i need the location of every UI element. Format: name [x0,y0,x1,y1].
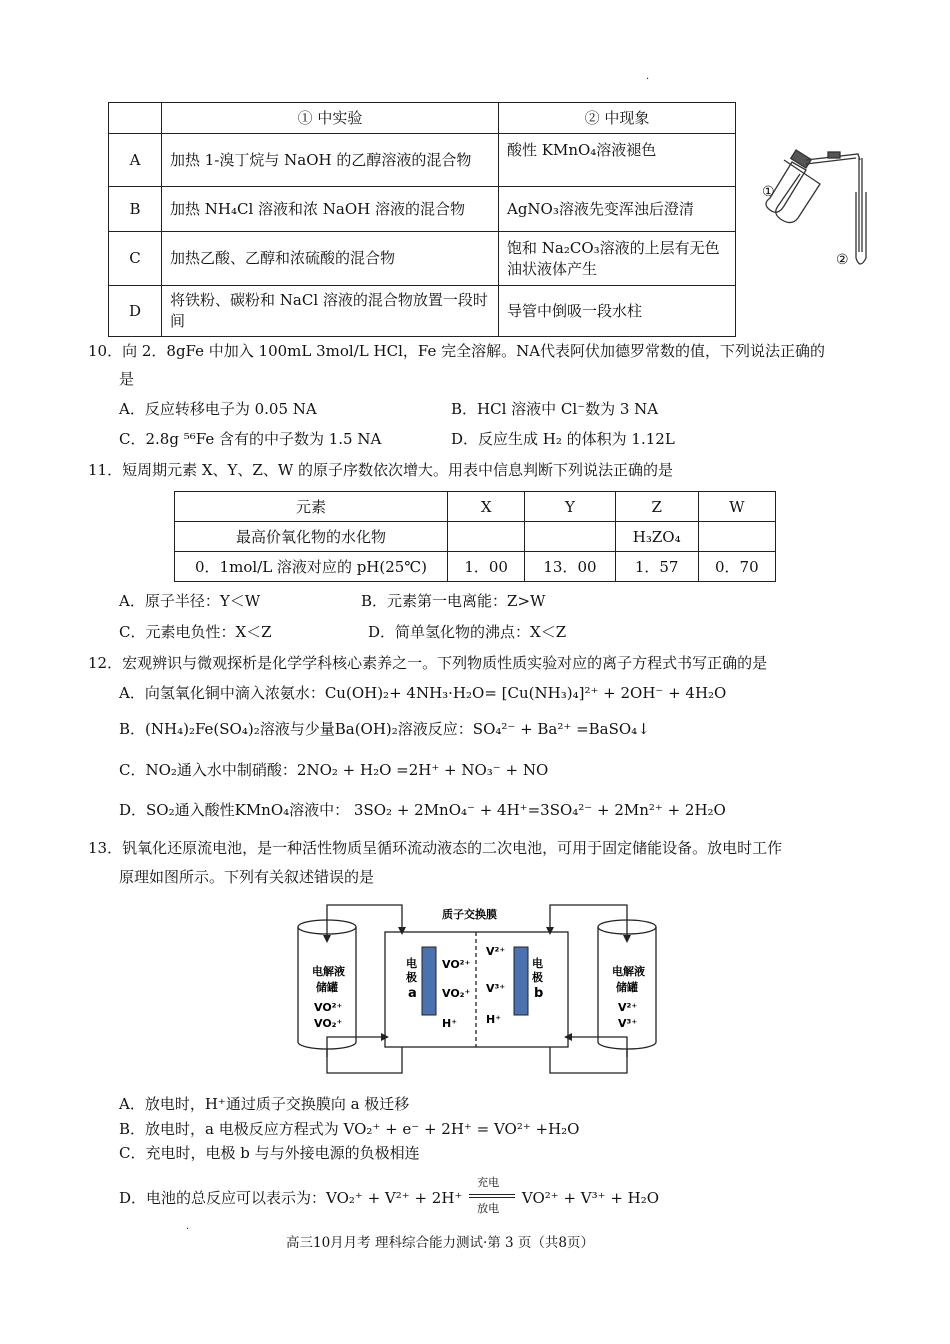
tank-left-label: 电解液 [312,965,345,978]
row-label: A [109,134,162,187]
tank-left-label: 储罐 [316,981,338,994]
apparatus-label-2: ② [836,252,849,268]
cell-ion: VO²⁺ [442,958,471,971]
q13-option-d-text: D．电池的总反应可以表示为：VO₂⁺ + V²⁺ + 2H⁺ [119,1189,463,1207]
element-table [174,491,776,582]
table-cell [698,522,775,552]
table-header-cell: Z [615,492,698,522]
table-header-cell: 元素 [175,492,448,522]
table-cell: 最高价氧化物的水化物 [175,522,448,552]
q13-option-c: C．充电时，电极 b 与与外接电源的负极相连 [119,1144,420,1162]
q10-stem: 10．向 2．8gFe 中加入 100mL 3mol/L HCl，Fe 完全溶解。NA代表阿伏加德罗常数的值，下列说法正确的 [88,342,826,360]
q13-option-d [119,1176,660,1215]
tank-left-ion: VO²⁺ [314,1001,343,1014]
row-label: C [109,232,162,286]
discharge-label: 放电 [477,1202,500,1215]
q13-option-d-text: VO²⁺ + V³⁺ + H₂O [521,1189,660,1207]
table-cell: 0．70 [698,552,775,582]
table-header-cell: Y [525,492,615,522]
electrode-b-label: 极 [532,971,543,984]
electrode-a-label: 电 [406,957,417,970]
q11-option-a: A．原子半径：Y＜W [119,592,261,610]
observation-cell: 酸性 KMnO₄溶液褪色 [499,134,736,187]
table-cell [525,522,615,552]
cell-ion: V³⁺ [486,982,506,995]
table-header-cell: X [448,492,525,522]
tank-right-label: 电解液 [612,965,645,978]
q13-option-a: A．放电时，H⁺通过质子交换膜向 a 极迁移 [119,1095,410,1113]
q13-option-b: B．放电时，a 电极反应方程式为 VO₂⁺ + e⁻ + 2H⁺ = VO²⁺ +H₂O [119,1120,580,1138]
tank-right-label: 储罐 [616,981,638,994]
q12-option-a: A．向氢氧化铜中滴入浓氨水：Cu(OH)₂+ 4NH₃·H₂O= [Cu(NH₃)₄]²⁺ + 2OH⁻ + 4H₂O [119,684,727,702]
table-header-cell [109,103,162,134]
table-cell [448,522,525,552]
experiment-cell: 加热 1-溴丁烷与 NaOH 的乙醇溶液的混合物 [162,134,499,187]
q10-option-a: A．反应转移电子为 0.05 NA [119,400,317,418]
observation-cell: 导管中倒吸一段水柱 [499,286,736,337]
tank-left-ion: VO₂⁺ [314,1017,343,1030]
membrane-label: 质子交换膜 [442,908,497,921]
electrode-a-label: 极 [406,971,417,984]
q11-option-d: D．简单氢化物的沸点：X＜Z [368,623,567,641]
cell-ion: H⁺ [442,1017,458,1030]
q10-stem-cont: 是 [119,370,135,388]
q13-stem: 13．钒氧化还原流电池，是一种活性物质呈循环流动液态的二次电池，可用于固定储能设备。放电时工作 [88,839,783,857]
table-cell: 13．00 [525,552,615,582]
q11-stem: 11．短周期元素 X、Y、Z、W 的原子序数依次增大。用表中信息判断下列说法正确的是 [88,461,674,479]
row-label: B [109,187,162,232]
cell-ion: V²⁺ [486,945,506,958]
electrode-b-label: 电 [532,957,543,970]
q11-option-c: C．元素电负性：X＜Z [119,623,272,641]
q10-option-d: D．反应生成 H₂ 的体积为 1.12L [451,430,675,448]
cell-ion: H⁺ [486,1013,502,1026]
battery-diagram [292,897,682,1082]
page-footer: 高三10月月考 理科综合能力测试·第 3 页（共8页） [286,1235,595,1251]
table-header-cell: W [698,492,775,522]
cell-ion: VO₂⁺ [442,987,471,1000]
q12-option-d: D．SO₂通入酸性KMnO₄溶液中： 3SO₂ + 2MnO₄⁻ + 4H⁺=3SO₄²⁻ + 2Mn²⁺ + 2H₂O [119,801,726,819]
experiment-cell: 将铁粉、碳粉和 NaCl 溶液的混合物放置一段时间 [162,286,499,337]
page-mark: · [186,1224,190,1235]
apparatus-label-1: ① [762,184,775,200]
q13-stem-cont: 原理如图所示。下列有关叙述错误的是 [119,868,375,886]
experiment-cell: 加热 NH₄Cl 溶液和浓 NaOH 溶液的混合物 [162,187,499,232]
apparatus-figure [748,140,888,280]
row-label: D [109,286,162,337]
q12-option-b: B．(NH₄)₂Fe(SO₄)₂溶液与少量Ba(OH)₂溶液反应：SO₄²⁻ + Ba²⁺ =BaSO₄↓ [119,720,650,738]
table-cell: 1．00 [448,552,525,582]
q12-option-c: C．NO₂通入水中制硝酸：2NO₂ + H₂O =2H⁺ + NO₃⁻ + NO [119,761,549,779]
table-header-cell: ② 中现象 [499,103,736,134]
q10-option-b: B．HCl 溶液中 Cl⁻数为 3 NA [451,400,659,418]
reversible-arrow [467,1176,517,1215]
tank-right-ion: V³⁺ [618,1017,638,1030]
table-cell: H₃ZO₄ [615,522,698,552]
table-header-cell: ① 中实验 [162,103,499,134]
charge-label: 充电 [477,1176,500,1189]
electrode-a-label: a [408,986,417,1001]
experiment-table [108,102,736,337]
electrode-b-label: b [534,986,544,1001]
experiment-cell: 加热乙酸、乙醇和浓硫酸的混合物 [162,232,499,286]
table-cell: 0．1mol/L 溶液对应的 pH(25℃) [175,552,448,582]
table-cell: 1．57 [615,552,698,582]
q12-stem: 12．宏观辨识与微观探析是化学学科核心素养之一。下列物质性质实验对应的离子方程式书写正确的是 [88,654,768,672]
q10-option-c: C．2.8g ⁵⁶Fe 含有的中子数为 1.5 NA [119,430,382,448]
observation-cell: 饱和 Na₂CO₃溶液的上层有无色油状液体产生 [499,232,736,286]
q11-option-b: B．元素第一电离能：Z>W [361,592,546,610]
observation-cell: AgNO₃溶液先变浑浊后澄清 [499,187,736,232]
page-mark: · [646,74,650,85]
tank-right-ion: V²⁺ [618,1001,638,1014]
arrow-line [469,1194,515,1195]
